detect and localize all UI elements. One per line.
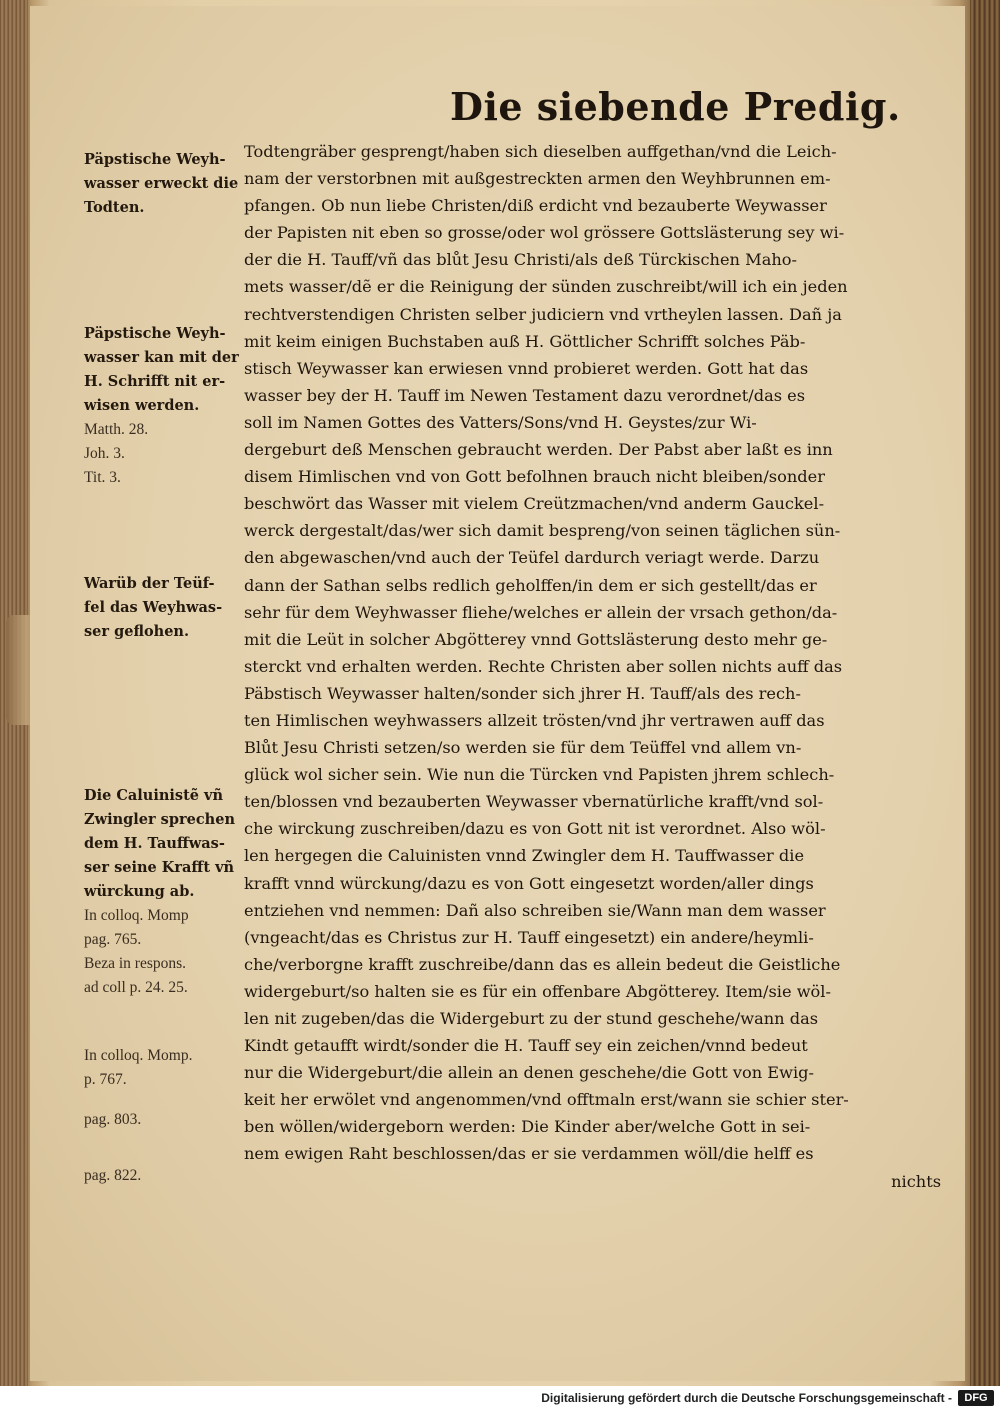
reference-line: Matth. 28. xyxy=(84,421,149,438)
text-line: Kindt getaufft wirdt/sonder die H. Tauff sey ein zeichen/vnnd bedeut xyxy=(244,1036,808,1056)
text-line: beschwört das Wasser mit vielem Creützmachen/vnd anderm Gauckel- xyxy=(244,494,825,514)
text-line: len hergegen die Caluinisten vnnd Zwingler dem H. Tauffwasser die xyxy=(244,846,805,866)
text-line: der Papisten nit eben so grosse/oder wol grössere Gottslästerung sey wi- xyxy=(244,223,845,243)
margin-note-line: Zwingler sprechen xyxy=(84,811,235,828)
text-line: nur die Widergeburt/die allein an denen geschehe/die Gott von Ewig- xyxy=(244,1063,814,1083)
reference-line: pag. 765. xyxy=(84,931,142,948)
margin-note-line: Warüb der Teüf- xyxy=(84,575,215,592)
text-line: soll im Namen Gottes des Vatters/Sons/vnd H. Geystes/zur Wi- xyxy=(244,412,757,432)
margin-note-line: wasser kan mit der xyxy=(84,349,239,366)
margin-note-line: ser seine Krafft vñ xyxy=(84,859,235,876)
catchword: nichts xyxy=(891,1171,941,1191)
text-line: mit keim einigen Buchstaben auß H. Göttlicher Schrifft solches Päb- xyxy=(244,331,806,351)
reference-line: In colloq. Momp. xyxy=(84,1047,193,1064)
text-line: entziehen vnd nemmen: Dañ also schreiben sie/Wann man dem wasser xyxy=(244,900,826,920)
text-line: Blůt Jesu Christi setzen/so werden sie für dem Teüffel vnd allem vn- xyxy=(244,738,802,758)
book-page xyxy=(30,6,965,1381)
reference-line: pag. 803. xyxy=(84,1111,142,1128)
margin-note-line: würckung ab. xyxy=(84,883,195,900)
margin-note-line: dem H. Tauffwas- xyxy=(84,835,225,852)
margin-note-line: Die Caluinistẽ vñ xyxy=(84,787,224,804)
text-line: glück wol sicher sein. Wie nun die Türcken vnd Papisten jhrem schlech- xyxy=(244,765,835,785)
text-line: sehr für dem Weyhwasser fliehe/welches er allein der vrsach gethon/da- xyxy=(244,602,838,622)
text-line: Todtengräber gesprengt/haben sich dieselben auffgethan/vnd die Leich- xyxy=(244,142,837,161)
text-line: rechtverstendigen Christen selber judiciern vnd vrtheylen lassen. Dañ ja xyxy=(244,304,842,324)
text-line: mit die Leüt in solcher Abgötterey vnnd Gottslästerung desto mehr ge- xyxy=(244,629,828,649)
text-line: pfangen. Ob nun liebe Christen/diß erdicht vnd bezauberte Weywasser xyxy=(244,196,827,216)
margin-note-line: wasser erweckt die xyxy=(84,175,239,192)
text-line: widergeburt/so halten sie es für ein offenbare Abgötterey. Item/sie wöl- xyxy=(244,981,831,1001)
margin-note-line: Päpstische Weyh- xyxy=(84,151,226,168)
text-line: werck dergestalt/das/wer sich damit bespreng/von seinen täglichen sün- xyxy=(244,521,841,541)
book-page-edges-right xyxy=(970,0,1000,1386)
text-line: Päbstisch Weywasser halten/sonder sich jhrer H. Tauff/als des rech- xyxy=(244,683,801,703)
text-line: len nit zugeben/das die Widergeburt zu der stund geschehe/wann das xyxy=(244,1009,819,1028)
text-line: ben wöllen/widergeborn werden: Die Kinder aber/welche Gott in sei- xyxy=(244,1117,811,1137)
text-line: nem ewigen Raht beschlossen/das er sie verdammen wöll/die helff es xyxy=(244,1144,814,1164)
margin-note-line: Todten. xyxy=(84,199,145,216)
text-line: nam der verstorbnen mit außgestreckten armen den Weyhbrunnen em- xyxy=(244,169,831,189)
running-head: Die siebende Predig. xyxy=(450,84,901,129)
digitization-footer xyxy=(0,1386,1000,1412)
text-line: der die H. Tauff/vñ das blůt Jesu Christi/als deß Türckischen Maho- xyxy=(244,250,797,270)
margin-note-line: H. Schrifft nit er- xyxy=(84,373,226,390)
margin-note-line: ser geflohen. xyxy=(84,623,190,640)
funding-credit: Digitalisierung gefördert durch die Deutsche Forschungsgemeinschaft - xyxy=(541,1391,952,1405)
text-line: keit her erwölet vnd angenommen/vnd offtmaln erst/wann sie schier ster- xyxy=(244,1090,849,1110)
text-line: ten/blossen vnd bezauberten Weywasser vbernatürliche krafft/vnd sol- xyxy=(244,792,824,812)
text-line: (vngeacht/das es Christus zur H. Tauff eingesetzt) ein andere/heymli- xyxy=(244,927,814,947)
reference-line: Beza in respons. xyxy=(84,955,187,972)
text-line: krafft vnnd würckung/dazu es von Gott eingesetzt worden/aller dings xyxy=(244,873,814,893)
text-line: ten Himlischen weyhwassers allzeit trösten/vnd jhr vertrawen auff das xyxy=(244,710,825,730)
dfg-logo: DFG xyxy=(958,1390,994,1406)
text-line: dergeburt deß Menschen gebraucht werden. Der Pabst aber laßt es inn xyxy=(244,440,833,460)
reference-line: pag. 822. xyxy=(84,1167,142,1184)
text-line: wasser bey der H. Tauff im Newen Testament dazu verordnet/das es xyxy=(244,385,806,405)
reference-line: p. 767. xyxy=(84,1071,127,1088)
margin-note-line: Päpstische Weyh- xyxy=(84,325,226,342)
reference-line: Joh. 3. xyxy=(84,445,125,462)
text-line: dann der Sathan selbs redlich geholffen/in dem er sich gestellt/das er xyxy=(244,575,817,595)
text-line: mets wasser/dẽ er die Reinigung der sünden zuschreibt/will ich ein jeden xyxy=(244,277,848,297)
text-line: che wirckung zuschreiben/dazu es von Gott nit ist verordnet. Also wöl- xyxy=(244,819,826,839)
text-line: disem Himlischen vnd von Gott befolhnen brauch nicht bleiben/sonder xyxy=(244,467,825,487)
text-line: che/verborgne krafft zuschreibe/dann das es allein bedeut die Geistliche xyxy=(244,954,841,974)
body-text-block xyxy=(244,138,949,1195)
margin-note-line: wisen werden. xyxy=(84,397,200,414)
text-line: stisch Weywasser kan erwiesen vnnd probieret werden. Gott hat das xyxy=(244,358,809,378)
reference-line: Tit. 3. xyxy=(84,469,121,486)
text-line: den abgewaschen/vnd auch der Teüfel dardurch veriagt werde. Darzu xyxy=(244,548,820,568)
reference-line: ad coll p. 24. 25. xyxy=(84,979,188,996)
text-line: sterckt vnd erhalten werden. Rechte Christen aber sollen nichts auff das xyxy=(244,656,843,676)
reference-line: In colloq. Momp xyxy=(84,907,189,924)
margin-note-line: fel das Weyhwas- xyxy=(84,599,223,616)
